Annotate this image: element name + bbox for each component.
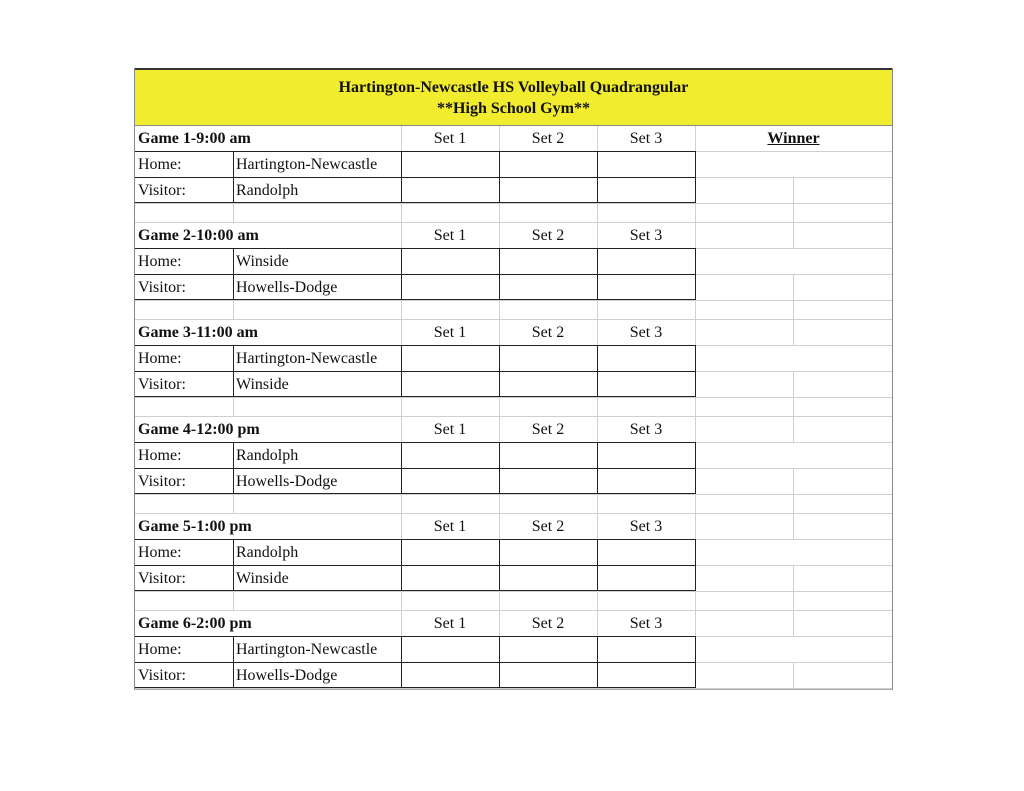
set-1-visitor-score-cell[interactable] — [402, 372, 498, 396]
set-2-visitor-score-cell[interactable] — [500, 566, 596, 590]
grid-line — [597, 417, 598, 442]
grid-line — [695, 611, 696, 636]
grid-line — [793, 592, 794, 610]
set-2-home-score-cell[interactable] — [500, 540, 596, 564]
title-banner — [135, 68, 892, 126]
grid-line — [695, 301, 696, 319]
grid-line — [695, 514, 696, 539]
set-1-home-score-cell[interactable] — [402, 637, 498, 661]
home-team-name: Hartington-Newcastle — [236, 349, 378, 367]
home-team-name: Hartington-Newcastle — [236, 640, 378, 658]
grid-line — [695, 204, 696, 222]
set-3-visitor-score-cell[interactable] — [598, 663, 694, 687]
set-2-visitor-score-cell[interactable] — [500, 275, 596, 299]
visitor-team-name: Howells-Dodge — [236, 666, 338, 684]
home-label: Home: — [138, 446, 182, 464]
set-header-2: Set 2 — [531, 323, 565, 341]
set-header-3: Set 3 — [629, 226, 663, 244]
grid-line — [401, 223, 402, 248]
grid-line — [499, 495, 500, 513]
game-block — [135, 320, 892, 417]
grid-line — [695, 495, 696, 513]
set-header-3: Set 3 — [629, 420, 663, 438]
set-header-1: Set 1 — [433, 420, 467, 438]
set-2-home-score-cell[interactable] — [500, 443, 596, 467]
set-1-visitor-score-cell[interactable] — [402, 566, 498, 590]
grid-line — [695, 592, 696, 610]
grid-line — [793, 663, 794, 688]
game-title: Game 4-12:00 pm — [138, 420, 260, 438]
grid-line — [233, 204, 234, 222]
grid-line — [499, 417, 500, 442]
set-2-home-score-cell[interactable] — [500, 152, 596, 176]
grid-line — [401, 204, 402, 222]
grid-line — [597, 495, 598, 513]
set-3-visitor-score-cell[interactable] — [598, 178, 694, 202]
grid-line — [793, 495, 794, 513]
set-2-visitor-score-cell[interactable] — [500, 469, 596, 493]
home-label: Home: — [138, 349, 182, 367]
grid-line — [499, 611, 500, 636]
game-header-row — [135, 320, 892, 346]
set-2-home-score-cell[interactable] — [500, 346, 596, 370]
game-header-row — [135, 417, 892, 443]
set-header-2: Set 2 — [531, 226, 565, 244]
spacer-row — [135, 301, 892, 320]
sheet-title: Hartington-Newcastle HS Volleyball Quadrangular — [338, 78, 689, 96]
game-header-row — [135, 514, 892, 540]
set-header-3: Set 3 — [629, 323, 663, 341]
game-block — [135, 611, 892, 689]
visitor-label: Visitor: — [138, 569, 186, 587]
grid-line — [401, 417, 402, 442]
grid-line — [793, 566, 794, 591]
set-header-1: Set 1 — [433, 226, 467, 244]
grid-line — [793, 178, 794, 203]
set-1-home-score-cell[interactable] — [402, 152, 498, 176]
set-2-visitor-score-cell[interactable] — [500, 372, 596, 396]
set-1-visitor-score-cell[interactable] — [402, 663, 498, 687]
home-label: Home: — [138, 543, 182, 561]
set-3-visitor-score-cell[interactable] — [598, 275, 694, 299]
set-2-visitor-score-cell[interactable] — [500, 663, 596, 687]
set-1-home-score-cell[interactable] — [402, 249, 498, 273]
visitor-team-name: Randolph — [236, 181, 299, 199]
grid-line — [597, 223, 598, 248]
spacer-row — [135, 495, 892, 514]
home-label: Home: — [138, 252, 182, 270]
set-2-home-score-cell[interactable] — [500, 249, 596, 273]
winner-header: Winner — [767, 129, 820, 147]
set-1-home-score-cell[interactable] — [402, 346, 498, 370]
set-3-visitor-score-cell[interactable] — [598, 566, 694, 590]
home-label: Home: — [138, 155, 182, 173]
home-team-name: Randolph — [236, 543, 299, 561]
schedule-sheet — [134, 68, 893, 690]
grid-line — [499, 126, 500, 151]
set-header-3: Set 3 — [629, 517, 663, 535]
game-header-row — [135, 126, 892, 152]
grid-line — [499, 223, 500, 248]
set-3-home-score-cell[interactable] — [598, 152, 694, 176]
grid-line — [401, 611, 402, 636]
grid-line — [499, 301, 500, 319]
home-team-name: Hartington-Newcastle — [236, 155, 378, 173]
home-team-name: Randolph — [236, 446, 299, 464]
grid-line — [695, 320, 696, 345]
set-header-1: Set 1 — [433, 517, 467, 535]
set-1-visitor-score-cell[interactable] — [402, 275, 498, 299]
set-3-home-score-cell[interactable] — [598, 637, 694, 661]
visitor-team-name: Winside — [236, 569, 289, 587]
set-header-1: Set 1 — [433, 614, 467, 632]
set-2-home-score-cell[interactable] — [500, 637, 596, 661]
game-block — [135, 514, 892, 611]
grid-line — [597, 320, 598, 345]
visitor-label: Visitor: — [138, 375, 186, 393]
grid-line — [597, 126, 598, 151]
set-2-visitor-score-cell[interactable] — [500, 178, 596, 202]
visitor-team-name: Howells-Dodge — [236, 472, 338, 490]
game-block — [135, 417, 892, 514]
grid-line — [793, 514, 794, 539]
grid-line — [597, 592, 598, 610]
grid-line — [233, 592, 234, 610]
grid-line — [499, 204, 500, 222]
grid-line — [597, 398, 598, 416]
grid-line — [597, 301, 598, 319]
grid-line — [499, 592, 500, 610]
grid-line — [597, 611, 598, 636]
grid-line — [233, 495, 234, 513]
game-title: Game 5-1:00 pm — [138, 517, 252, 535]
set-header-3: Set 3 — [629, 129, 663, 147]
grid-line — [793, 275, 794, 300]
games-list — [135, 126, 892, 689]
home-team-name: Winside — [236, 252, 289, 270]
home-label: Home: — [138, 640, 182, 658]
game-title: Game 6-2:00 pm — [138, 614, 252, 632]
visitor-label: Visitor: — [138, 666, 186, 684]
set-header-1: Set 1 — [433, 129, 467, 147]
set-3-home-score-cell[interactable] — [598, 249, 694, 273]
set-3-visitor-score-cell[interactable] — [598, 469, 694, 493]
spacer-row — [135, 204, 892, 223]
set-1-visitor-score-cell[interactable] — [402, 178, 498, 202]
grid-line — [695, 126, 696, 151]
grid-line — [793, 417, 794, 442]
set-header-1: Set 1 — [433, 323, 467, 341]
set-header-2: Set 2 — [531, 614, 565, 632]
grid-line — [793, 223, 794, 248]
grid-line — [695, 417, 696, 442]
sheet-subtitle: **High School Gym** — [437, 99, 590, 117]
game-block — [135, 126, 892, 223]
spacer-row — [135, 398, 892, 417]
grid-line — [401, 495, 402, 513]
set-header-2: Set 2 — [531, 517, 565, 535]
visitor-team-name: Howells-Dodge — [236, 278, 338, 296]
grid-line — [695, 398, 696, 416]
grid-line — [793, 301, 794, 319]
set-1-visitor-score-cell[interactable] — [402, 469, 498, 493]
game-block — [135, 223, 892, 320]
set-1-home-score-cell[interactable] — [402, 540, 498, 564]
grid-line — [793, 372, 794, 397]
spacer-row — [135, 592, 892, 611]
grid-line — [233, 301, 234, 319]
grid-line — [695, 223, 696, 248]
set-3-home-score-cell[interactable] — [598, 443, 694, 467]
set-header-2: Set 2 — [531, 129, 565, 147]
visitor-team-name: Winside — [236, 375, 289, 393]
grid-line — [401, 514, 402, 539]
set-3-visitor-score-cell[interactable] — [598, 372, 694, 396]
game-header-row — [135, 611, 892, 637]
grid-line — [401, 126, 402, 151]
game-title: Game 1-9:00 am — [138, 129, 251, 147]
grid-line — [793, 611, 794, 636]
game-header-row — [135, 223, 892, 249]
game-title: Game 2-10:00 am — [138, 226, 259, 244]
set-3-home-score-cell[interactable] — [598, 346, 694, 370]
grid-line — [499, 514, 500, 539]
game-title: Game 3-11:00 am — [138, 323, 258, 341]
grid-line — [597, 204, 598, 222]
grid-line — [499, 398, 500, 416]
grid-line — [597, 514, 598, 539]
grid-line — [793, 204, 794, 222]
set-header-2: Set 2 — [531, 420, 565, 438]
set-1-home-score-cell[interactable] — [402, 443, 498, 467]
grid-line — [793, 469, 794, 494]
set-header-3: Set 3 — [629, 614, 663, 632]
grid-line — [401, 320, 402, 345]
visitor-label: Visitor: — [138, 278, 186, 296]
visitor-label: Visitor: — [138, 472, 186, 490]
set-3-home-score-cell[interactable] — [598, 540, 694, 564]
grid-line — [401, 301, 402, 319]
grid-line — [793, 398, 794, 416]
grid-line — [401, 398, 402, 416]
visitor-label: Visitor: — [138, 181, 186, 199]
grid-line — [793, 320, 794, 345]
grid-line — [499, 320, 500, 345]
grid-line — [233, 398, 234, 416]
grid-line — [401, 592, 402, 610]
